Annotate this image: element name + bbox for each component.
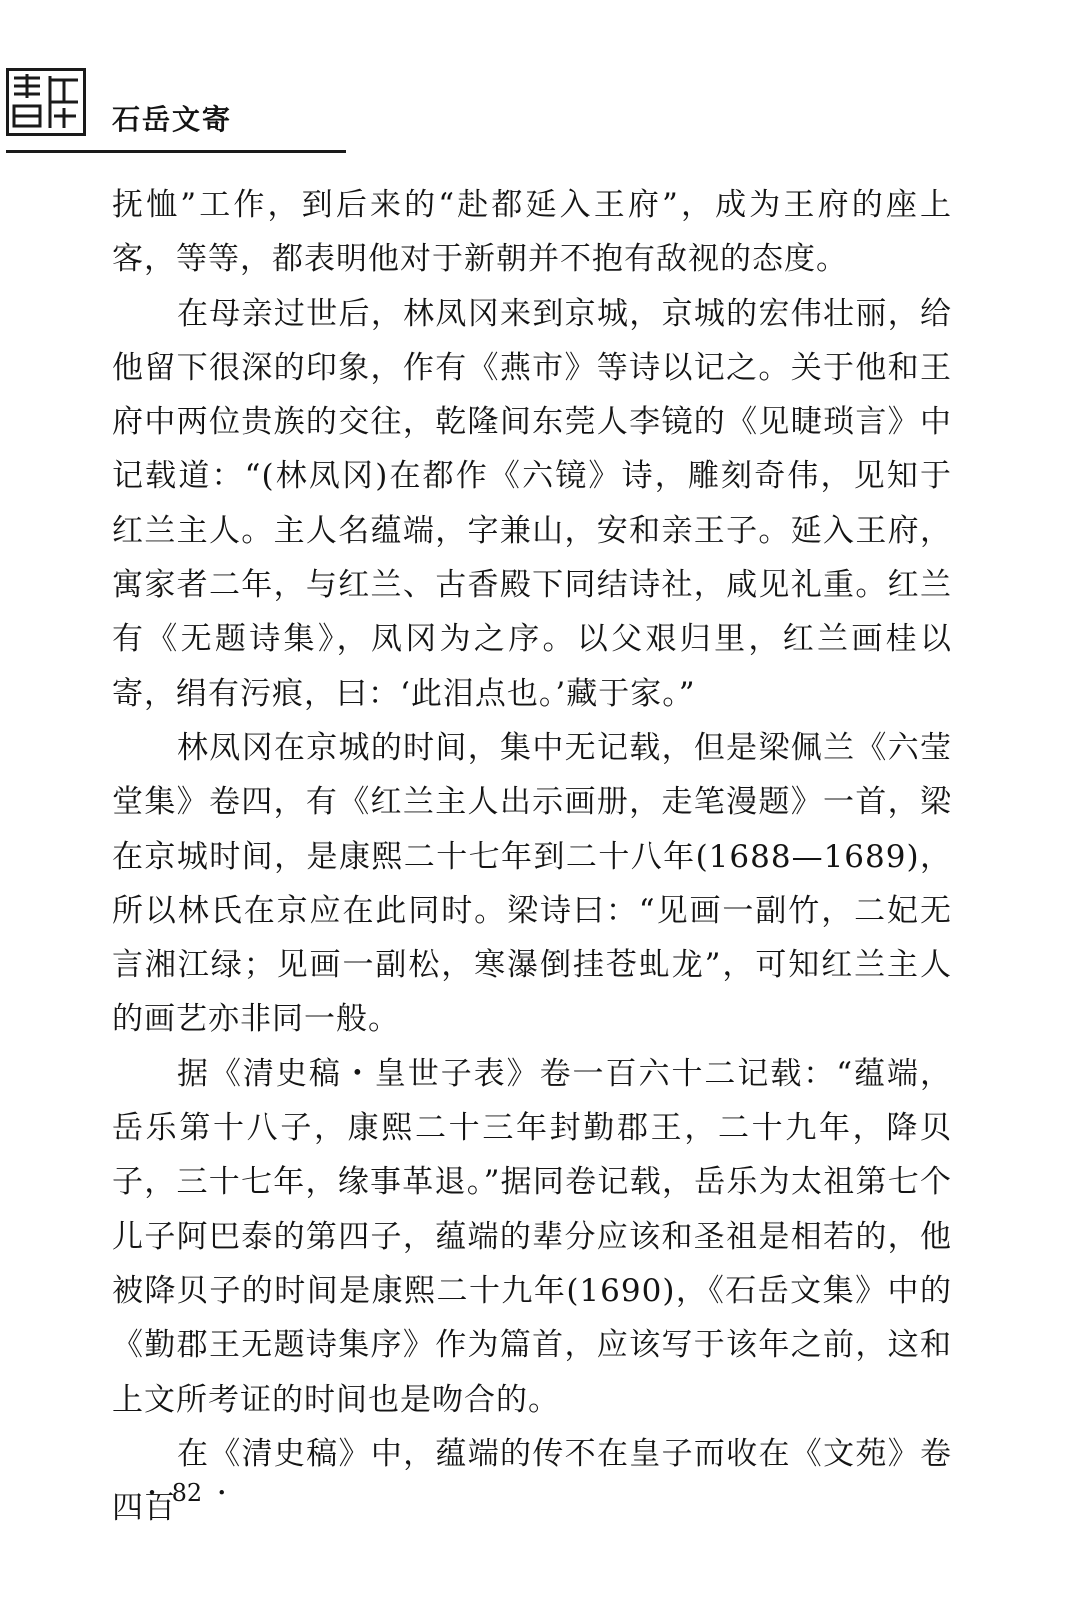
running-header-title: 石岳文寄 [112, 103, 233, 136]
paragraph-3: 林凤冈在京城的时间，集中无记载，但是梁佩兰《六莹堂集》卷四，有《红兰主人出示画册，走笔漫题》一首，梁在京城时间，是康熙二十七年到二十八年(1688—1689)，所以林氏在京应在此同时。梁诗曰：“见画一副竹，二妃无言湘江绿；见画一副松，寒瀑倒挂苍虬龙”，可知红兰主人的画艺亦非同一般。 [112, 729, 952, 1038]
paragraph-1: 抚恤”工作，到后来的“赴都延入王府”，成为王府的座上客，等等，都表明他对于新朝并不抱有敌视的态度。 [112, 187, 952, 278]
page-number: ・ 82 ・ [140, 1479, 234, 1507]
seal-stamp-logo [6, 68, 86, 136]
paragraph-4: 据《清史稿・皇世子表》卷一百六十二记载：“蕴端，岳乐第十八子，康熙二十三年封勤郡王，二十九年，降贝子，三十七年，缘事革退。”据同卷记载，岳乐为太祖第七个儿子阿巴泰的第四子，蕴端的辈分应该和圣祖是相若的，他被降贝子的时间是康熙二十九年(1690)，《石岳文集》中的《勤郡王无题诗集序》作为篇首，应该写于该年之前，这和上文所考证的时间也是吻合的。 [112, 1055, 952, 1418]
paragraph-5: 在《清史稿》中，蕴端的传不在皇子而收在《文苑》卷四百 [112, 1435, 952, 1527]
body-text [112, 178, 952, 1535]
paragraph-2: 在母亲过世后，林凤冈来到京城，京城的宏伟壮丽，给他留下很深的印象，作有《燕市》等诗以记之。关于他和王府中两位贵族的交往，乾隆间东莞人李镜的《见睫琐言》中记载道：“(林凤冈)在都作《六镜》诗，雕刻奇伟，见知于红兰主人。主人名蕴端，字兼山，安和亲王子。延入王府，寓家者二年，与红兰、古香殿下同结诗社，咸见礼重。红兰有《无题诗集》，凤冈为之序。以父艰归里，红兰画桂以寄，绢有污痕，曰：‘此泪点也。’藏于家。” [112, 295, 952, 712]
header-divider [6, 150, 346, 153]
